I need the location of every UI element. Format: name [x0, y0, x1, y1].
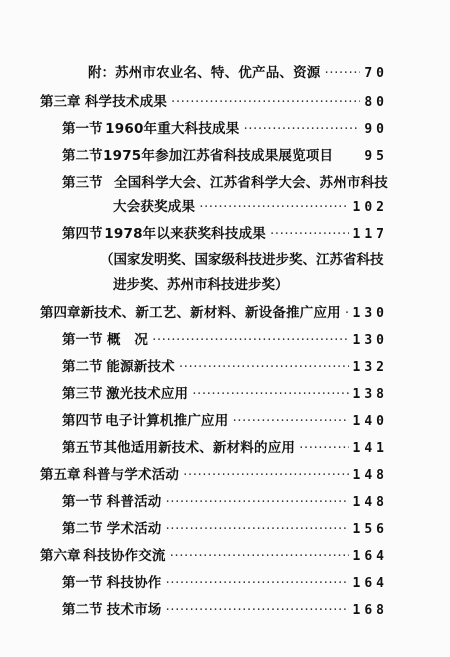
entry-title: 新技术、新工艺、新材料、新设备推广应用	[80, 305, 341, 321]
entry-title: 其他适用新技术、新材料的应用	[103, 440, 296, 456]
entry-page-number: 70	[364, 66, 388, 81]
leader-dots	[232, 410, 348, 432]
entry-label: 第一节	[62, 332, 103, 348]
leader-dots	[243, 118, 360, 140]
entry-page-number: 156	[352, 522, 388, 537]
entry-page-number: 90	[364, 122, 388, 137]
toc-note-line: （国家发明奖、国家级科技进步奖、江苏省科技	[100, 252, 384, 268]
toc-entry-section	[62, 572, 388, 594]
leader-dots	[299, 437, 348, 459]
entry-label: 附：	[88, 65, 115, 81]
entry-page-number: 130	[352, 306, 388, 321]
entry-title: 1960年重大科技成果	[105, 121, 240, 137]
entry-page-number: 117	[352, 227, 388, 242]
entry-label: 第三节	[62, 175, 103, 191]
entry-label: 第二节	[62, 359, 103, 375]
entry-title: 电子计算机推广应用	[105, 413, 229, 429]
toc-entry-section	[62, 383, 388, 405]
toc-entry-appendix	[88, 62, 388, 84]
toc-note-line: 进步奖、苏州市科技进步奖）	[113, 277, 289, 293]
toc-entry-section	[62, 145, 388, 167]
toc-entry-section	[62, 599, 388, 621]
leader-dots	[192, 383, 348, 405]
entry-label: 第五节	[62, 440, 103, 456]
leader-dots	[179, 356, 349, 378]
entry-page-number: 164	[352, 576, 388, 591]
entry-title: 能源新技术	[106, 359, 175, 375]
entry-title: 概 况	[106, 332, 149, 348]
entry-title: 学术活动	[106, 521, 162, 537]
entry-title: 全国科学大会、江苏省科学大会、苏州市科技	[114, 175, 388, 191]
entry-title: 苏州市农业名、特、优产品、资源	[115, 65, 321, 81]
toc-entry-section	[62, 491, 388, 513]
entry-label: 第一节	[62, 575, 103, 591]
leader-dots	[165, 518, 348, 540]
leader-dots	[165, 491, 348, 513]
entry-label: 第二节	[62, 602, 103, 618]
toc-entry-section	[62, 118, 388, 140]
entry-title-continued: 大会获奖成果	[113, 199, 196, 215]
entry-page-number: 168	[352, 603, 388, 618]
toc-entry-section	[62, 437, 388, 459]
leader-dots	[199, 196, 348, 218]
entry-title: 1978年以来获奖科技成果	[104, 226, 266, 242]
entry-label: 第二节	[62, 521, 103, 537]
entry-label: 第四章	[40, 305, 81, 321]
leader-dots	[325, 62, 361, 84]
leader-dots	[165, 572, 348, 594]
entry-label: 第六章	[40, 548, 81, 564]
entry-label: 第一节	[62, 494, 103, 510]
toc-entry-section	[62, 518, 388, 540]
entry-page-number: 130	[352, 333, 388, 348]
entry-page-number: 140	[352, 414, 388, 429]
entry-page-number: 148	[352, 468, 388, 483]
entry-page-number: 138	[352, 387, 388, 402]
leader-dots	[170, 545, 349, 567]
entry-title: 激光技术应用	[106, 386, 189, 402]
entry-title: 科技协作	[106, 575, 162, 591]
entry-page-number: 102	[352, 200, 388, 215]
toc-entry-chapter	[40, 302, 388, 324]
toc-entry-section	[62, 356, 388, 378]
entry-label: 第三章	[40, 94, 81, 110]
entry-title: 科学技术成果	[84, 94, 168, 110]
entry-page-number: 95	[364, 149, 388, 164]
entry-page-number: 132	[352, 360, 388, 375]
entry-label: 第二节	[62, 148, 103, 164]
toc-entry-section	[62, 410, 388, 432]
leader-dots	[165, 599, 348, 621]
entry-page-number: 141	[352, 441, 388, 456]
leader-dots	[152, 329, 348, 351]
entry-label: 第三节	[62, 386, 103, 402]
leader-dots	[345, 302, 349, 324]
entry-page-number: 164	[352, 549, 388, 564]
leader-dots	[183, 464, 348, 486]
toc-entry-section	[62, 172, 388, 194]
leader-dots	[171, 91, 360, 113]
entry-title: 技术市场	[106, 602, 162, 618]
entry-page-number: 148	[352, 495, 388, 510]
toc-entry-section	[62, 223, 388, 245]
toc-entry-chapter	[40, 545, 388, 567]
toc-entry-chapter	[40, 464, 388, 486]
entry-label: 第四节	[62, 226, 103, 242]
entry-title: 1975年参加江苏省科技成果展览项目	[103, 148, 334, 164]
toc-entry-continuation	[113, 196, 388, 218]
entry-label: 第一节	[62, 121, 103, 137]
entry-title: 科普活动	[106, 494, 162, 510]
leader-dots	[270, 223, 349, 245]
entry-title: 科普与学术活动	[83, 467, 180, 483]
toc-entry-chapter	[40, 91, 388, 113]
entry-page-number: 80	[364, 95, 388, 110]
entry-label: 第四节	[62, 413, 103, 429]
entry-label: 第五章	[40, 467, 81, 483]
toc-entry-section	[62, 329, 388, 351]
entry-title: 科技协作交流	[83, 548, 166, 564]
